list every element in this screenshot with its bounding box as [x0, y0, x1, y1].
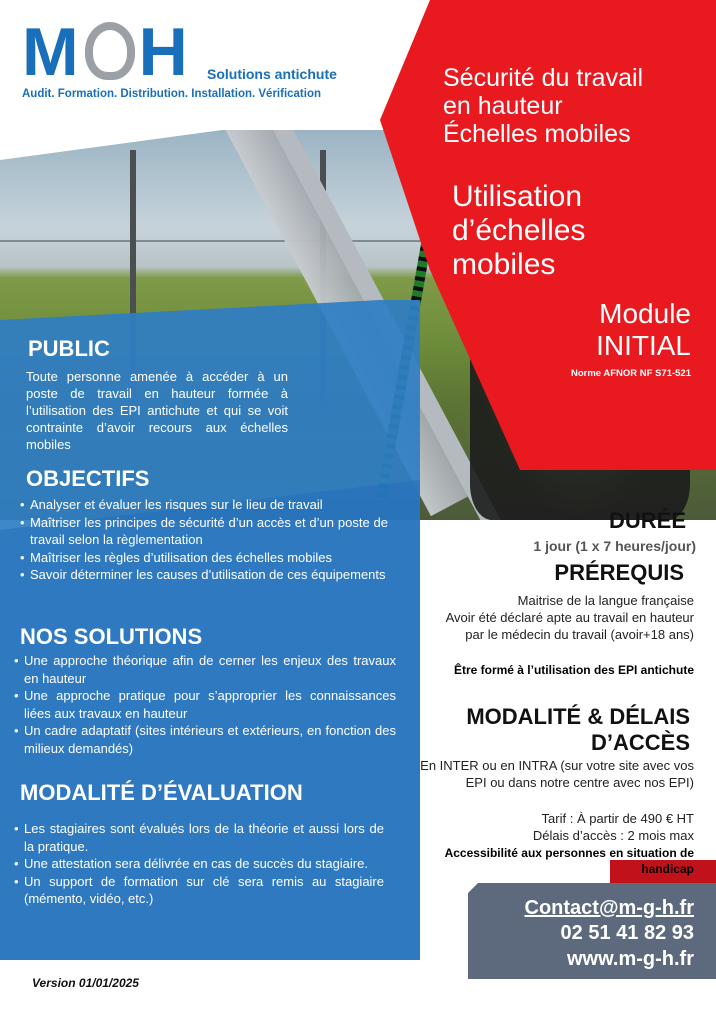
- list-item: • Maîtriser les règles d’utilisation des échelles mobiles: [20, 549, 388, 567]
- mgh-logo: [22, 14, 190, 90]
- public-text: Toute personne amenée à accéder à un poste de travail en hauteur formée à l’utilisation des EPI antichute et qui se voit contrainte d’avoir recours aux échelles mobiles: [26, 369, 288, 452]
- list-item: • Maîtriser les principes de sécurité d’un accès et d’un poste de travail selon la règlementation: [20, 514, 388, 549]
- topic-line: en hauteur: [443, 92, 563, 120]
- prerequis-line1: Maitrise de la langue française: [517, 593, 694, 608]
- prerequis-line2: Avoir été déclaré apte au travail en hauteur par le médecin du travail (avoir+18 ans): [445, 610, 694, 642]
- course-title: [452, 180, 692, 282]
- logo-tagline: Solutions antichute: [207, 66, 337, 82]
- list-item: • Un support de formation sur clé sera remis au stagiaire (mémento, vidéo, etc.): [14, 873, 384, 908]
- document-version: Version 01/01/2025: [32, 976, 139, 990]
- evaluation-list: [14, 820, 384, 908]
- list-item: • Une approche pratique pour s’approprier les connaissances liées aux travaux en hauteur: [14, 687, 396, 722]
- prerequis-heading: PRÉREQUIS: [554, 560, 684, 585]
- duree-value: 1 jour (1 x 7 heures/jour): [533, 538, 696, 554]
- module-word: Module: [599, 298, 691, 329]
- public-heading: PUBLIC: [28, 336, 110, 361]
- modalite-heading-line: D’ACCÈS: [590, 730, 690, 755]
- evaluation-heading: MODALITÉ D’ÉVALUATION: [20, 780, 303, 805]
- objectifs-heading: OBJECTIFS: [26, 466, 150, 491]
- solutions-list: [14, 652, 396, 757]
- list-item: • Analyser et évaluer les risques sur le lieu de travail: [20, 496, 388, 514]
- list-item: • Les stagiaires sont évalués lors de la théorie et aussi lors de la pratique.: [14, 820, 384, 855]
- modalite-accessibilite: Accessibilité aux personnes en situation de handicap: [444, 846, 694, 876]
- topic-line: Sécurité du travail: [443, 64, 644, 92]
- course-line: d’échelles: [452, 214, 586, 247]
- list-item: • Un cadre adaptatif (sites intérieurs et extérieurs, en fonction des milieux demandés): [14, 722, 396, 757]
- module-label: [596, 298, 691, 362]
- contact-phone[interactable]: 02 51 41 82 93: [560, 922, 694, 944]
- topic-title: [443, 64, 703, 148]
- logo-letter-h: H: [138, 14, 190, 90]
- duree-heading: DURÉE: [608, 508, 686, 533]
- prerequis-epi: Être formé à l’utilisation des EPI antichute: [453, 663, 694, 677]
- modalite-heading-line: MODALITÉ & DÉLAIS: [466, 704, 690, 729]
- list-item: • Une approche théorique afin de cerner les enjeux des travaux en hauteur: [14, 652, 396, 687]
- list-item: • Une attestation sera délivrée en cas de succès du stagiaire.: [14, 855, 384, 873]
- logo-services: Audit. Formation. Distribution. Installation. Vérification: [22, 88, 322, 100]
- course-line: Utilisation: [452, 180, 583, 213]
- module-level: INITIAL: [596, 330, 691, 361]
- modalite-heading: [466, 704, 690, 756]
- logo-letter-m: M: [22, 14, 81, 90]
- modalite-delais: Délais d’accès : 2 mois max: [532, 828, 694, 843]
- modalite-tarif: Tarif : À partir de 490 € HT: [541, 811, 694, 826]
- objectifs-list: [20, 496, 388, 584]
- contact-website-link[interactable]: www.m-g-h.fr: [566, 948, 694, 970]
- norme-reference: Norme AFNOR NF S71-521: [570, 368, 691, 379]
- carabiner-icon: [85, 22, 135, 80]
- solutions-heading: NOS SOLUTIONS: [20, 624, 203, 649]
- list-item: • Savoir déterminer les causes d’utilisation de ces équipements: [20, 566, 388, 584]
- course-line: mobiles: [452, 248, 556, 281]
- topic-line: Échelles mobiles: [443, 120, 631, 148]
- contact-email-link[interactable]: Contact@m-g-h.fr: [524, 897, 694, 919]
- modalite-inter-intra: En INTER ou en INTRA (sur votre site avec vos EPI ou dans notre centre avec nos EPI): [420, 758, 694, 790]
